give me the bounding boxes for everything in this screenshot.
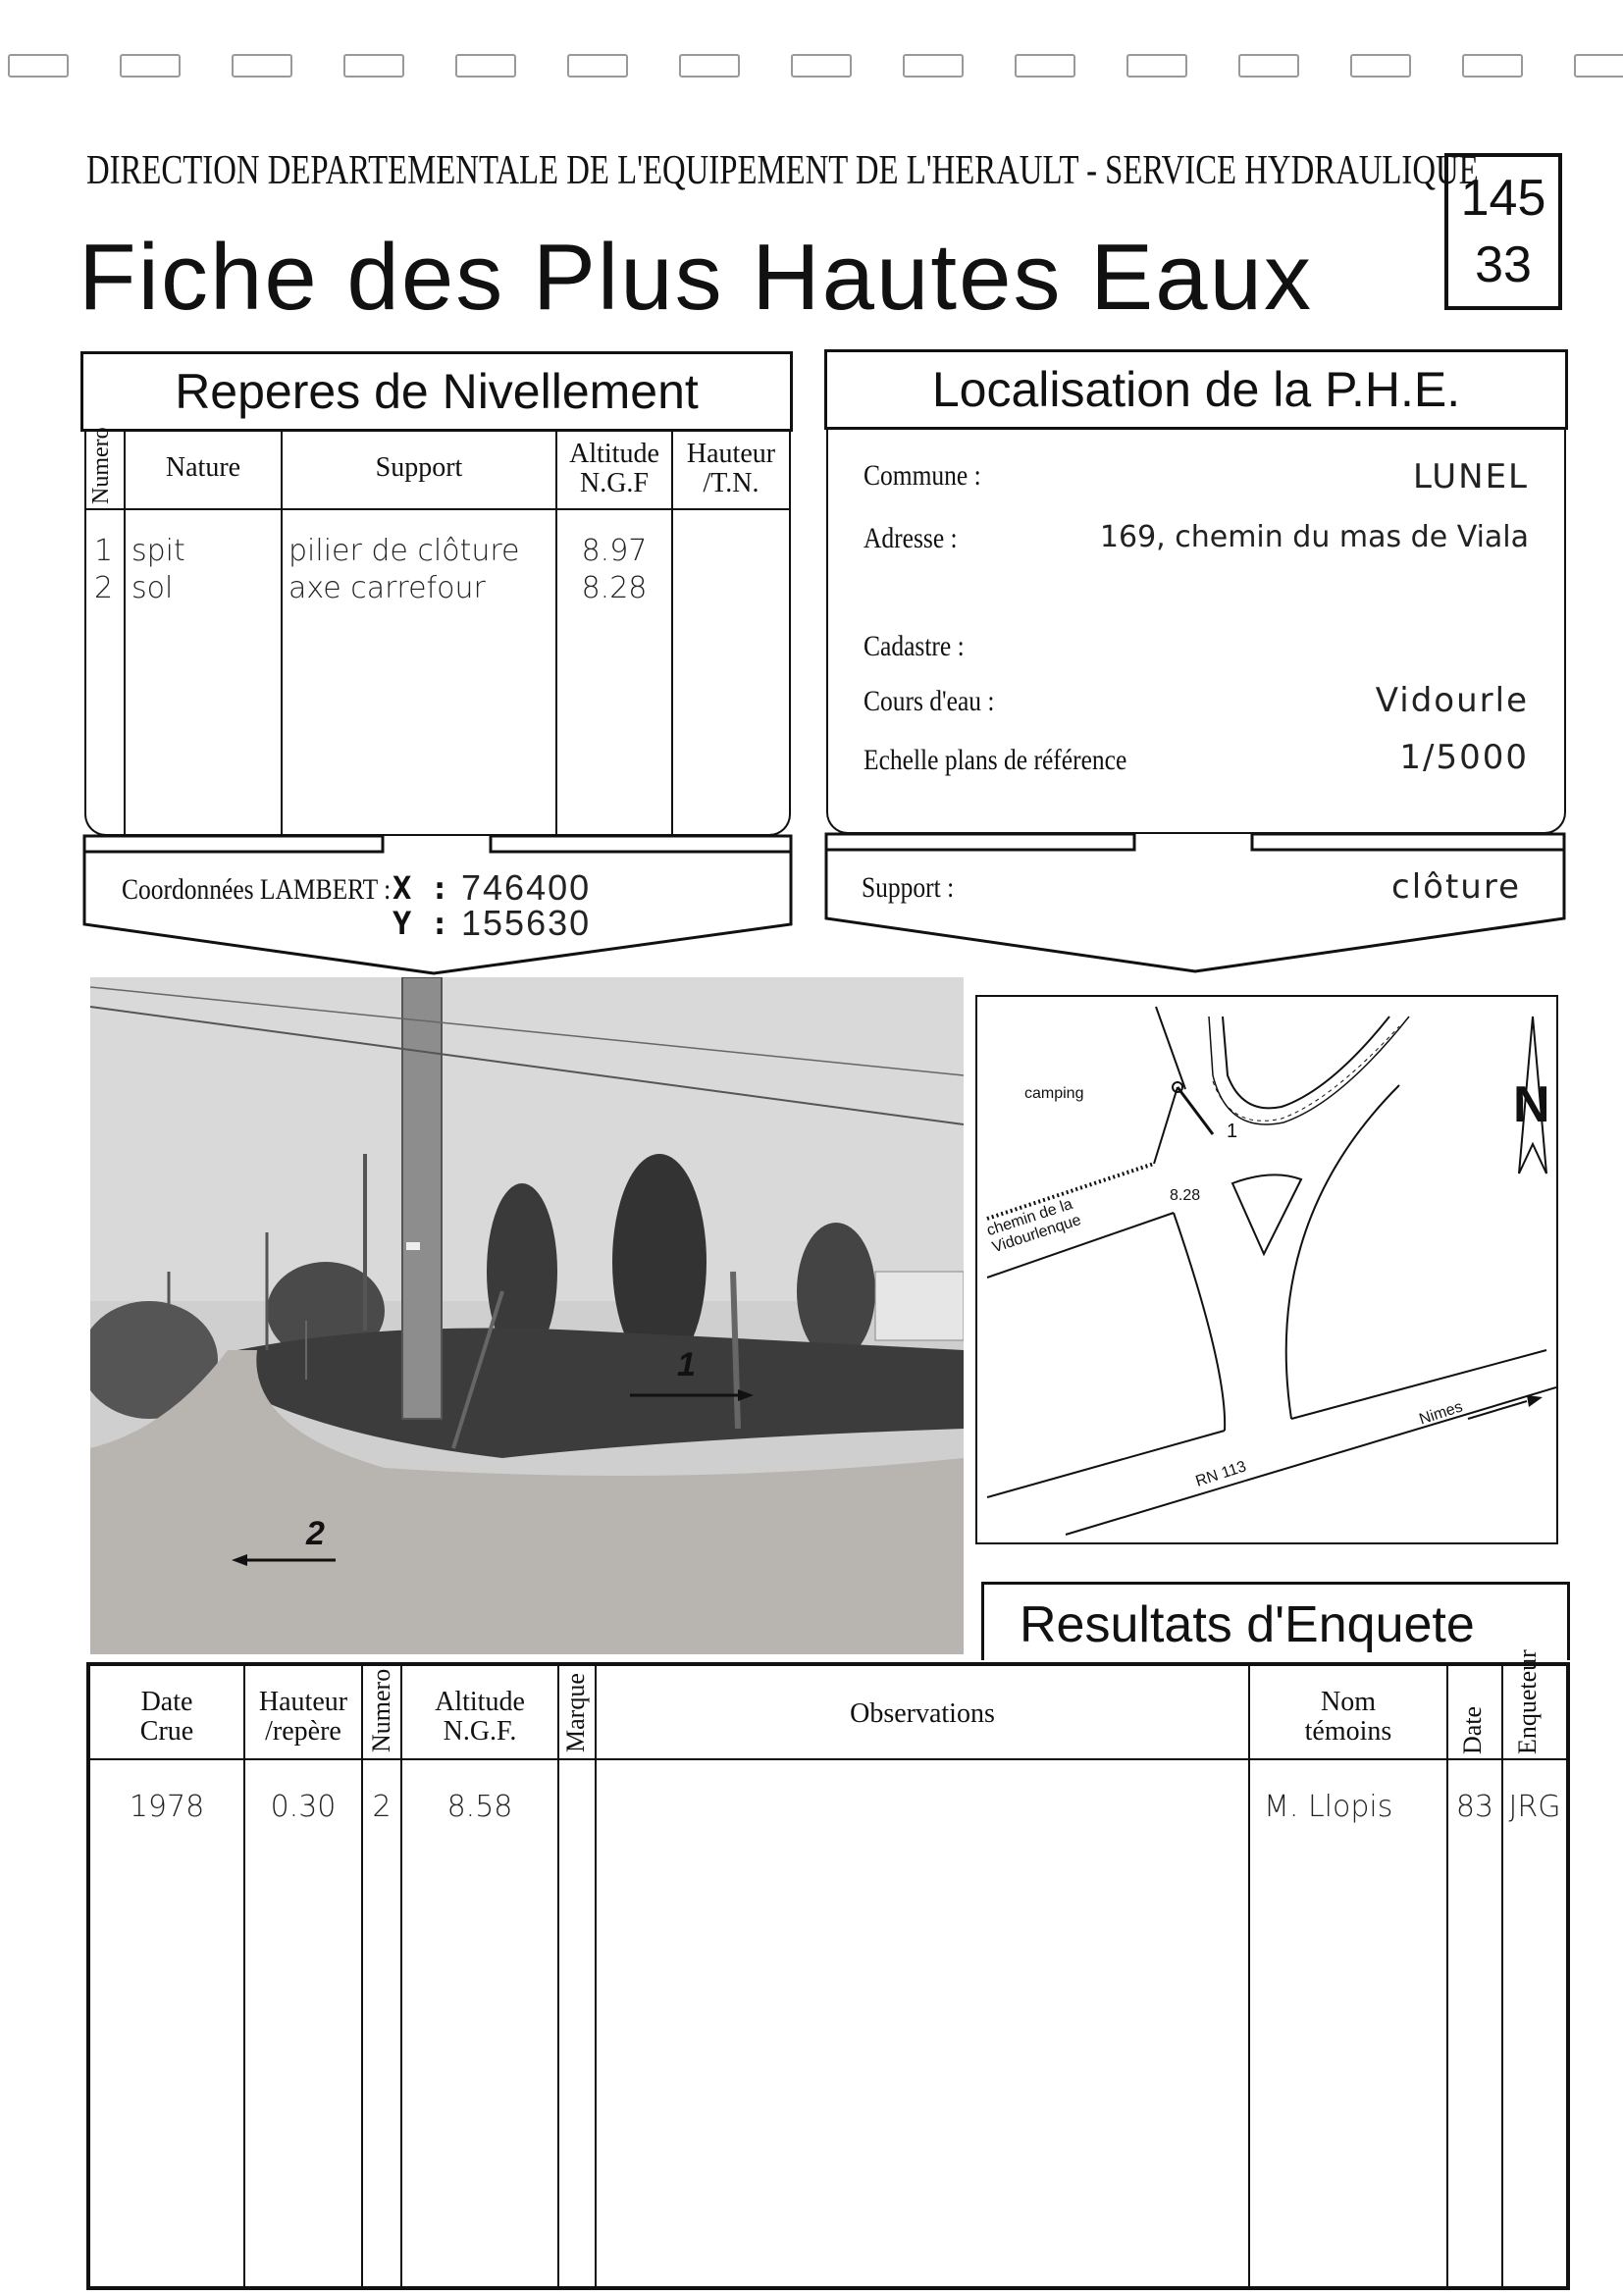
localisation-title: Localisation de la P.H.E. [931,362,1461,417]
result-date-crue: 1978 [129,1790,205,1824]
lambert-label: Coordonnées LAMBERT : [122,873,392,906]
result-temoins: M. Llopis [1264,1790,1393,1824]
site-photo [90,977,964,1654]
x-label: X : [393,869,449,907]
header-marque: Marque [561,1673,590,1752]
header-altitude: Altitude N.G.F [569,439,659,498]
map-label-camping: camping [1024,1085,1084,1102]
header-hauteur: Hauteur /T.N. [686,439,776,498]
x-value: 746400 [461,867,592,908]
repere-1-numero: 1 [94,534,114,568]
photo-marker-1: 1 [677,1346,696,1383]
header-hauteur-repere: Hauteur /repère [258,1687,348,1747]
reperes-title-box [80,351,793,432]
header-observations: Observations [850,1698,995,1729]
result-altitude: 8.58 [446,1790,513,1824]
header-nature: Nature [165,452,241,483]
repere-1-support: pilier de clôture [288,534,520,568]
y-label: Y : [393,905,449,942]
header-date-crue: Date Crue [139,1687,194,1747]
repere-2-support: axe carrefour [288,571,486,605]
map-label-road: RN 113 [1193,1458,1249,1490]
reperes-title: Reperes de Nivellement [175,364,699,419]
support-label: Support : [862,871,955,904]
result-date: 83 [1455,1790,1494,1824]
resultats-title: Resultats d'Enquete [1020,1596,1475,1653]
photo-marker-2: 2 [306,1515,325,1552]
y-value: 155630 [461,903,592,943]
echelle-label: Echelle plans de référence [864,744,1127,776]
location-map [975,995,1558,1544]
page-title: Fiche des Plus Hautes Eaux [79,225,1313,330]
header-altitude: Altitude N.G.F. [435,1687,525,1747]
repere-1-altitude: 8.97 [581,534,648,568]
map-label-elevation: 8.28 [1170,1187,1201,1204]
localisation-title-box [824,349,1568,430]
result-hauteur: 0.30 [270,1790,337,1824]
adresse-label: Adresse : [864,522,958,554]
photo-scene [90,977,964,1654]
repere-2-numero: 2 [94,571,114,605]
header-support: Support [375,452,463,483]
cadastre-label: Cadastre : [864,630,965,662]
map-label-marker-1: 1 [1227,1121,1238,1142]
map-label-chemin: chemin de la Vidourlenque [984,1195,1083,1257]
binder-holes [0,39,1623,88]
header-temoins: Nom témoins [1304,1687,1392,1747]
header-date: Date [1458,1705,1487,1754]
result-numero: 2 [372,1790,392,1824]
north-icon: N [1513,1076,1550,1133]
sheet-number [1444,153,1562,310]
header-numero: Numero [88,427,114,504]
commune-value: LUNEL [1413,457,1529,496]
localisation-panel [826,430,1566,834]
header-enqueteur: Enqueteur [1513,1649,1542,1754]
repere-1-nature: spit [131,534,185,568]
adresse-value: 169, chemin du mas de Viala [1099,520,1529,554]
repere-2-nature: sol [131,571,174,605]
map-drawing [977,997,1556,1542]
sheet-number-top: 145 [1460,170,1546,227]
organization-header: DIRECTION DEPARTEMENTALE DE L'EQUIPEMENT DE L'HERAULT - SERVICE HYDRAULIQUE [86,148,1479,193]
reperes-table [84,427,791,836]
commune-label: Commune : [864,459,981,492]
echelle-value: 1/5000 [1399,738,1529,777]
support-value: clôture [1391,867,1521,907]
result-enqueteur: JRG [1508,1790,1561,1824]
resultats-title-box [981,1582,1570,1660]
map-label-direction: Nimes [1417,1398,1465,1429]
cours-value: Vidourle [1375,681,1529,720]
header-numero: Numero [367,1668,395,1752]
sheet-number-bottom: 33 [1475,236,1532,293]
repere-2-altitude: 8.28 [581,571,648,605]
resultats-table [86,1649,1570,2290]
cours-label: Cours d'eau : [864,685,995,717]
